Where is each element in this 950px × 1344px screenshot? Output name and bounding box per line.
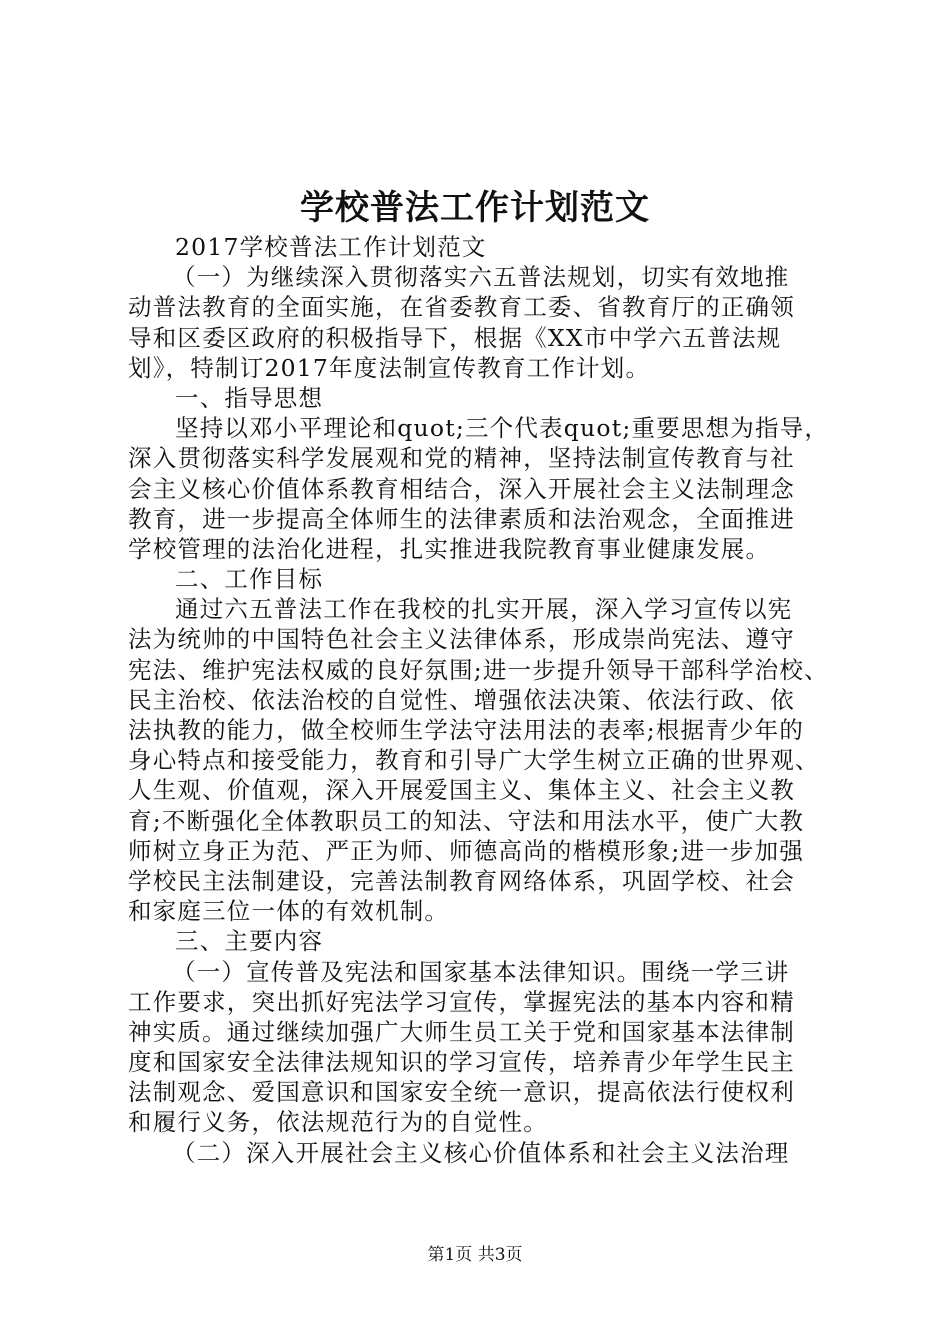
text-line: 学校民主法制建设，完善法制教育网络体系，巩固学校、社会 — [128, 866, 795, 895]
text-line: 法制观念、爱国意识和国家安全统一意识，提高依法行使权利 — [128, 1078, 795, 1107]
text-line: 和履行义务，依法规范行为的自觉性。 — [128, 1108, 548, 1137]
text-line: 深入贯彻落实科学发展观和党的精神，坚持法制宣传教育与社 — [128, 444, 795, 473]
text-line: 坚持以邓小平理论和quot;三个代表quot;重要思想为指导， — [175, 414, 830, 443]
document-body — [128, 232, 850, 1168]
text-line: 人生观、价值观，深入开展爱国主义、集体主义、社会主义教 — [128, 776, 795, 805]
text-line: 学校管理的法治化进程，扎实推进我院教育事业健康发展。 — [128, 534, 771, 563]
text-line: 师树立身正为范、严正为师、师德高尚的楷模形象;进一步加强 — [128, 836, 805, 865]
text-line: （一）宣传普及宪法和国家基本法律知识。围绕一学三讲 — [172, 957, 790, 986]
text-line: 育;不断强化全体教职员工的知法、守法和用法水平，使广大教 — [128, 806, 805, 835]
text-line: 通过六五普法工作在我校的扎实开展，深入学习宣传以宪 — [175, 595, 793, 624]
section-heading: 二、工作目标 — [175, 565, 324, 594]
text-line: 神实质。通过继续加强广大师生员工关于党和国家基本法律制 — [128, 1017, 795, 1046]
section-heading: 三、主要内容 — [175, 927, 324, 956]
text-line: 民主治校、依法治校的自觉性、增强依法决策、依法行政、依 — [128, 685, 795, 714]
document-title: 学校普法工作计划范文 — [300, 188, 650, 228]
text-line: 法执教的能力，做全校师生学法守法用法的表率;根据青少年的 — [128, 716, 805, 744]
text-line: （一）为继续深入贯彻落实六五普法规划，切实有效地推 — [172, 263, 790, 292]
text-line: 导和区委区政府的积极指导下，根据《XX市中学六五普法规 — [128, 323, 782, 352]
text-line: （二）深入开展社会主义核心价值体系和社会主义法治理 — [172, 1138, 790, 1167]
page-number-footer: 第1页 共3页 — [427, 1245, 523, 1265]
text-line: 工作要求，突出抓好宪法学习宣传，掌握宪法的基本内容和精 — [128, 987, 795, 1016]
section-heading: 一、指导思想 — [175, 383, 324, 412]
text-line: 法为统帅的中国特色社会主义法律体系，形成崇尚宪法、遵守 — [128, 625, 795, 654]
text-line: 2017学校普法工作计划范文 — [175, 233, 487, 261]
text-line: 会主义核心价值体系教育相结合，深入开展社会主义法制理念 — [128, 474, 795, 503]
text-line: 度和国家安全法律法规知识的学习宣传，培养青少年学生民主 — [128, 1048, 795, 1077]
text-line: 动普法教育的全面实施，在省委教育工委、省教育厅的正确领 — [128, 293, 795, 322]
text-line: 教育，进一步提高全体师生的法律素质和法治观念，全面推进 — [128, 504, 795, 533]
text-line: 划》，特制订2017年度法制宣传教育工作计划。 — [128, 353, 651, 382]
text-line: 宪法、维护宪法权威的良好氛围;进一步提升领导干部科学治校、 — [128, 655, 829, 684]
text-line: 和家庭三位一体的有效机制。 — [128, 897, 450, 926]
text-line: 身心特点和接受能力，教育和引导广大学生树立正确的世界观、 — [128, 746, 820, 775]
